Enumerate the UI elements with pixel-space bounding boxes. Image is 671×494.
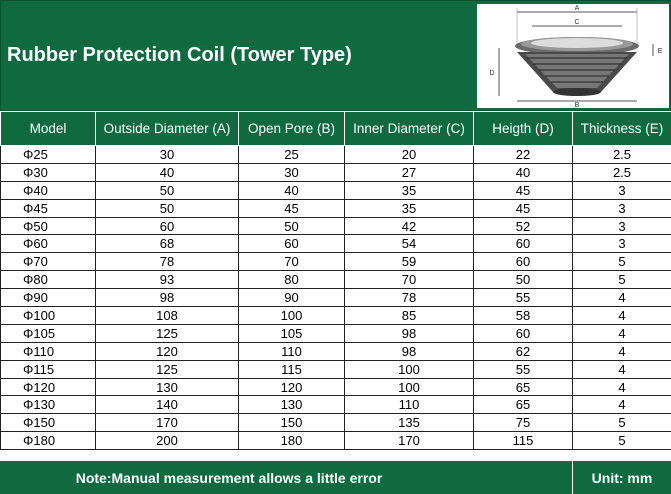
- table-header-row: [1, 112, 671, 146]
- value-cell: 4: [573, 360, 671, 378]
- value-cell: 5: [573, 414, 671, 432]
- table-row: [1, 163, 671, 181]
- value-cell: 45: [239, 199, 345, 217]
- value-cell: 68: [96, 235, 239, 253]
- value-cell: 50: [96, 181, 239, 199]
- header-outside-diameter: Outside Diameter (A): [96, 112, 239, 146]
- table-row: [1, 414, 671, 432]
- value-cell: 22: [474, 146, 573, 164]
- value-cell: 62: [474, 342, 573, 360]
- table-row: [1, 307, 671, 325]
- value-cell: 170: [345, 432, 474, 450]
- footer-bar: [0, 460, 671, 494]
- value-cell: 125: [96, 324, 239, 342]
- header-height: Heigth (D): [474, 112, 573, 146]
- value-cell: 140: [96, 396, 239, 414]
- unit-label: Unit: mm: [591, 470, 653, 486]
- value-cell: 35: [345, 181, 474, 199]
- header-model: Model: [1, 112, 96, 146]
- label-d: D: [489, 70, 495, 77]
- value-cell: 120: [96, 342, 239, 360]
- model-cell: Φ40: [1, 181, 96, 199]
- value-cell: 85: [345, 307, 474, 325]
- value-cell: 115: [474, 432, 573, 450]
- value-cell: 50: [474, 271, 573, 289]
- value-cell: 115: [239, 360, 345, 378]
- model-cell: Φ100: [1, 307, 96, 325]
- model-cell: Φ115: [1, 360, 96, 378]
- model-cell: Φ120: [1, 378, 96, 396]
- value-cell: 54: [345, 235, 474, 253]
- table-row: [1, 217, 671, 235]
- value-cell: 5: [573, 253, 671, 271]
- value-cell: 150: [239, 414, 345, 432]
- value-cell: 40: [474, 163, 573, 181]
- product-diagram: [477, 4, 669, 108]
- table-row: [1, 324, 671, 342]
- value-cell: 25: [239, 146, 345, 164]
- value-cell: 70: [239, 253, 345, 271]
- value-cell: 45: [474, 181, 573, 199]
- table-row: [1, 235, 671, 253]
- value-cell: 50: [239, 217, 345, 235]
- value-cell: 100: [239, 307, 345, 325]
- page-title: Rubber Protection Coil (Tower Type): [7, 44, 352, 66]
- table-row: [1, 253, 671, 271]
- value-cell: 45: [474, 199, 573, 217]
- value-cell: 60: [239, 235, 345, 253]
- value-cell: 4: [573, 324, 671, 342]
- table-row: [1, 146, 671, 164]
- value-cell: 110: [239, 342, 345, 360]
- value-cell: 130: [239, 396, 345, 414]
- value-cell: 58: [474, 307, 573, 325]
- table-row: [1, 289, 671, 307]
- value-cell: 60: [474, 235, 573, 253]
- value-cell: 65: [474, 396, 573, 414]
- value-cell: 100: [345, 378, 474, 396]
- label-b: B: [574, 102, 580, 108]
- value-cell: 180: [239, 432, 345, 450]
- value-cell: 78: [96, 253, 239, 271]
- value-cell: 3: [573, 199, 671, 217]
- model-cell: Φ25: [1, 146, 96, 164]
- value-cell: 2.5: [573, 146, 671, 164]
- spec-table: [0, 111, 671, 450]
- value-cell: 130: [96, 378, 239, 396]
- value-cell: 60: [96, 217, 239, 235]
- model-cell: Φ90: [1, 289, 96, 307]
- value-cell: 52: [474, 217, 573, 235]
- value-cell: 3: [573, 181, 671, 199]
- model-cell: Φ80: [1, 271, 96, 289]
- value-cell: 105: [239, 324, 345, 342]
- value-cell: 50: [96, 199, 239, 217]
- value-cell: 55: [474, 289, 573, 307]
- value-cell: 60: [474, 253, 573, 271]
- header-open-pore: Open Pore (B): [239, 112, 345, 146]
- label-a: A: [574, 5, 580, 12]
- value-cell: 40: [239, 181, 345, 199]
- value-cell: 135: [345, 414, 474, 432]
- table-row: [1, 199, 671, 217]
- value-cell: 35: [345, 199, 474, 217]
- model-cell: Φ50: [1, 217, 96, 235]
- value-cell: 4: [573, 289, 671, 307]
- value-cell: 75: [474, 414, 573, 432]
- value-cell: 42: [345, 217, 474, 235]
- table-row: [1, 181, 671, 199]
- model-cell: Φ150: [1, 414, 96, 432]
- value-cell: 80: [239, 271, 345, 289]
- value-cell: 27: [345, 163, 474, 181]
- value-cell: 100: [345, 360, 474, 378]
- value-cell: 108: [96, 307, 239, 325]
- table-row: [1, 360, 671, 378]
- value-cell: 60: [474, 324, 573, 342]
- table-row: [1, 396, 671, 414]
- value-cell: 200: [96, 432, 239, 450]
- value-cell: 110: [345, 396, 474, 414]
- model-cell: Φ30: [1, 163, 96, 181]
- value-cell: 30: [239, 163, 345, 181]
- header-inner-diameter: Inner Diameter (C): [345, 112, 474, 146]
- value-cell: 120: [239, 378, 345, 396]
- label-e: E: [657, 48, 663, 55]
- value-cell: 93: [96, 271, 239, 289]
- model-cell: Φ110: [1, 342, 96, 360]
- value-cell: 4: [573, 342, 671, 360]
- value-cell: 5: [573, 432, 671, 450]
- value-cell: 55: [474, 360, 573, 378]
- header-thickness: Thickness (E): [573, 112, 671, 146]
- model-cell: Φ60: [1, 235, 96, 253]
- model-cell: Φ45: [1, 199, 96, 217]
- value-cell: 5: [573, 271, 671, 289]
- value-cell: 78: [345, 289, 474, 307]
- table-row: [1, 342, 671, 360]
- value-cell: 2.5: [573, 163, 671, 181]
- value-cell: 3: [573, 235, 671, 253]
- value-cell: 98: [96, 289, 239, 307]
- model-cell: Φ180: [1, 432, 96, 450]
- value-cell: 125: [96, 360, 239, 378]
- table-body: [1, 146, 671, 450]
- value-cell: 4: [573, 307, 671, 325]
- model-cell: Φ130: [1, 396, 96, 414]
- footer-note: Note:Manual measurement allows a little error: [75, 470, 383, 486]
- value-cell: 98: [345, 324, 474, 342]
- value-cell: 70: [345, 271, 474, 289]
- model-cell: Φ105: [1, 324, 96, 342]
- value-cell: 3: [573, 217, 671, 235]
- value-cell: 40: [96, 163, 239, 181]
- value-cell: 4: [573, 378, 671, 396]
- value-cell: 59: [345, 253, 474, 271]
- tower-coil-diagram: [477, 4, 669, 108]
- table-row: [1, 432, 671, 450]
- value-cell: 90: [239, 289, 345, 307]
- model-cell: Φ70: [1, 253, 96, 271]
- value-cell: 98: [345, 342, 474, 360]
- value-cell: 20: [345, 146, 474, 164]
- value-cell: 65: [474, 378, 573, 396]
- table-row: [1, 378, 671, 396]
- value-cell: 170: [96, 414, 239, 432]
- label-c: C: [574, 19, 580, 26]
- value-cell: 4: [573, 396, 671, 414]
- header-banner: [0, 0, 671, 111]
- table-row: [1, 271, 671, 289]
- value-cell: 30: [96, 146, 239, 164]
